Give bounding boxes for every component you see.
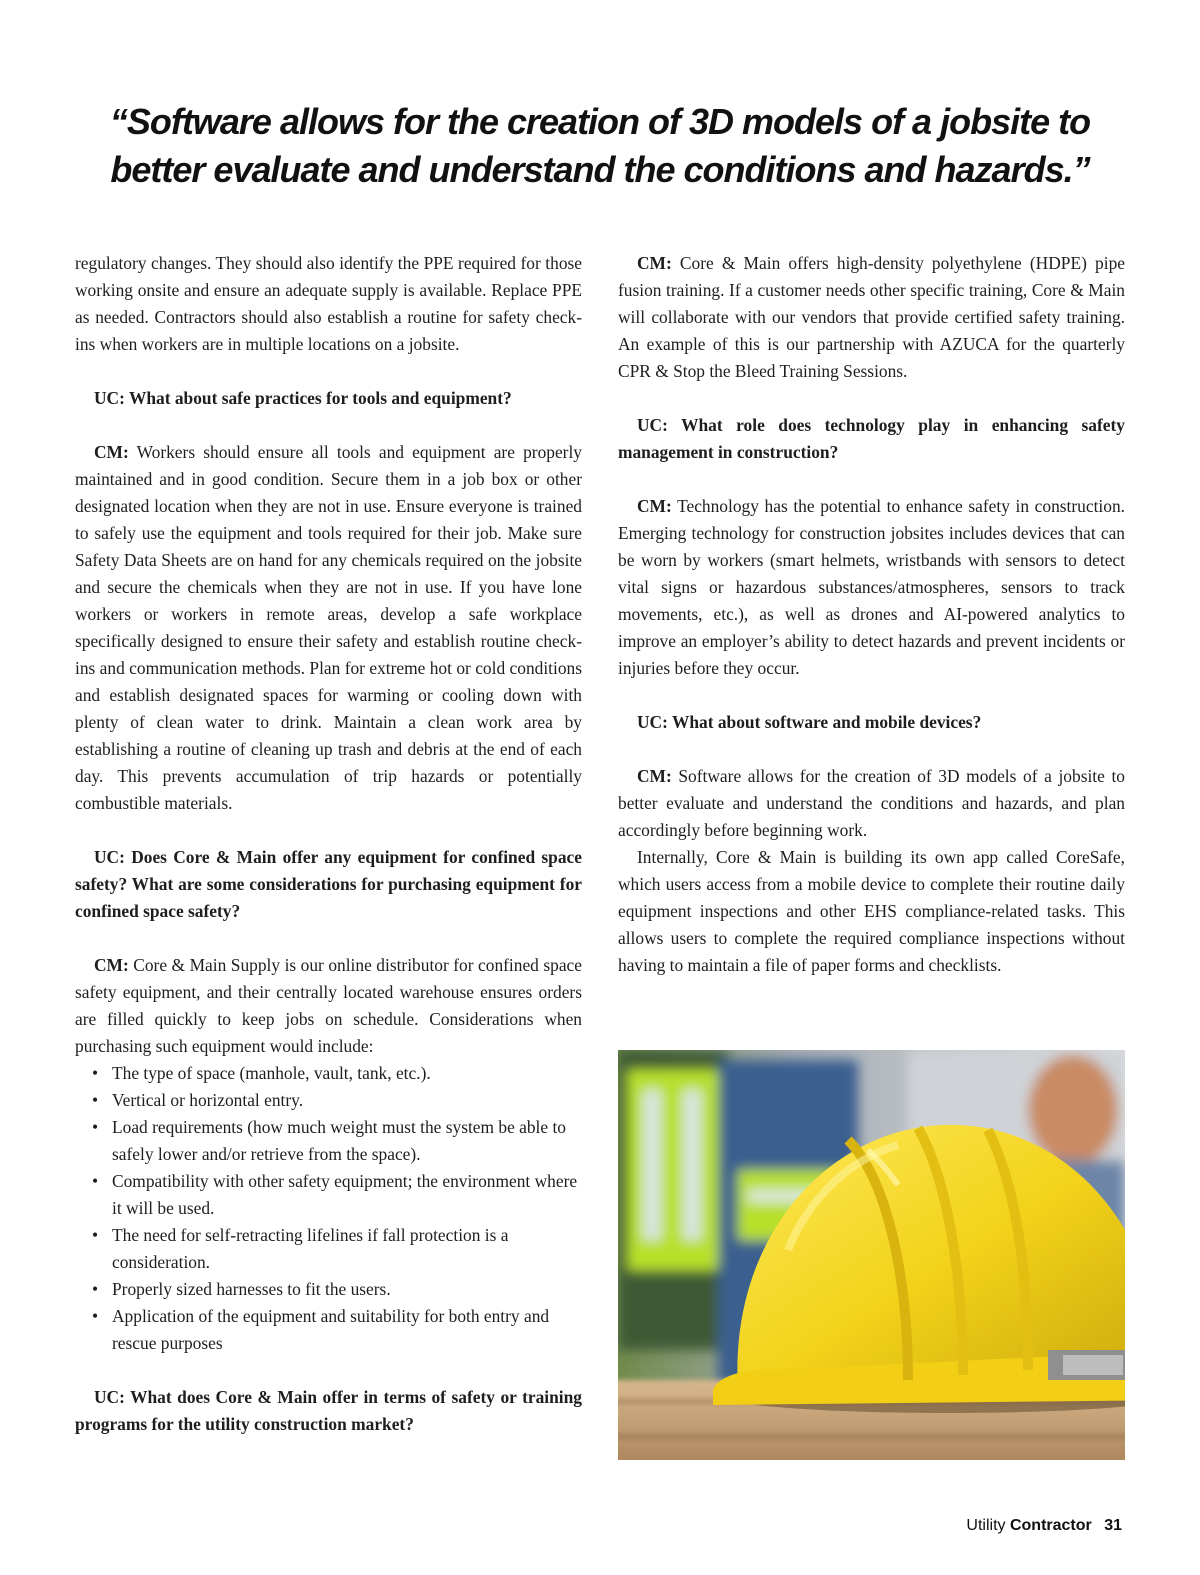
right-column <box>618 250 1125 979</box>
hard-hat-photo <box>618 1050 1125 1460</box>
bullet-icon: • <box>92 1063 99 1083</box>
answer-paragraph <box>618 250 1125 385</box>
bullet-icon: • <box>92 1306 99 1326</box>
list-item-text: Load requirements (how much weight must the system be able to safely lower and/or retrieve from the space). <box>112 1117 566 1164</box>
bullet-icon: • <box>92 1090 99 1110</box>
list-item <box>75 1222 582 1276</box>
list-item-text: The type of space (manhole, vault, tank, etc.). <box>112 1063 431 1083</box>
pull-quote: “Software allows for the creation of 3D models of a jobsite to better evaluate and understand the conditions and hazards.” <box>109 101 1091 190</box>
page-number: 31 <box>1104 1517 1122 1534</box>
list-item <box>75 1114 582 1168</box>
left-column <box>75 250 582 1438</box>
question-heading: UC: What about safe practices for tools and equipment? <box>94 388 512 408</box>
considerations-list <box>75 1060 582 1357</box>
question-heading: UC: What about software and mobile devices? <box>637 712 982 732</box>
list-item-text: Compatibility with other safety equipment; the environment where it will be used. <box>112 1171 578 1218</box>
bullet-icon: • <box>92 1117 99 1137</box>
bullet-icon: • <box>92 1171 99 1191</box>
list-item <box>75 1168 582 1222</box>
bullet-icon: • <box>92 1279 99 1299</box>
list-item <box>75 1276 582 1303</box>
answer-text: Software allows for the creation of 3D models of a jobsite to better evaluate and understand the conditions and hazards, and plan accordingly before beginning work. <box>618 766 1125 840</box>
answer-paragraph <box>618 493 1125 682</box>
paragraph: Internally, Core & Main is building its own app called CoreSafe, which users access from a mobile device to complete their routine daily equipment inspections and other EHS compliance-related tasks. This allows users to complete the required compliance inspections without having to maintain a file of paper forms and checklists. <box>618 847 1125 975</box>
list-item <box>75 1060 582 1087</box>
speaker-label: CM: <box>94 955 129 975</box>
list-item-text: The need for self-retracting lifelines if fall protection is a consideration. <box>112 1225 509 1272</box>
answer-text: Workers should ensure all tools and equipment are properly maintained and in good condition. Secure them in a job box or other designated location when they are not in use. Ensure everyone is trained to safely use the equipment and tools required for their job. Make sure Safety Data Sheets are on hand for any chemicals required on the jobsite and secure the chemicals when they are not in use. If you have lone workers or workers in remote areas, develop a safe workplace specifically designed to ensure their safety and establish routine check-ins and communication methods. Plan for extreme hot or cold conditions and establish designated spaces for warming or cooling down with plenty of clean water to drink. Maintain a clean work area by establishing a routine of cleaning up trash and debris at the end of each day. This prevents accumulation of trip hazards or potentially combustible materials. <box>75 442 582 813</box>
question-heading: UC: Does Core & Main offer any equipment for confined space safety? What are some considerations for purchasing equipment for confined space safety? <box>75 847 582 921</box>
answer-paragraph <box>75 952 582 1060</box>
publication-name-part: Utility <box>966 1517 1006 1534</box>
speaker-label: CM: <box>637 496 672 516</box>
hard-hat-illustration <box>618 1050 1125 1460</box>
list-item <box>75 1303 582 1357</box>
answer-paragraph <box>75 439 582 817</box>
speaker-label: CM: <box>94 442 129 462</box>
answer-paragraph <box>618 763 1125 844</box>
speaker-label: CM: <box>637 766 672 786</box>
list-item-text: Properly sized harnesses to fit the users. <box>112 1279 391 1299</box>
list-item <box>75 1087 582 1114</box>
speaker-label: CM: <box>637 253 672 273</box>
list-item-text: Application of the equipment and suitability for both entry and rescue purposes <box>112 1306 550 1353</box>
question-heading: UC: What role does technology play in enhancing safety management in construction? <box>618 415 1125 462</box>
paragraph: regulatory changes. They should also identify the PPE required for those working onsite and ensure an adequate supply is available. Replace PPE as needed. Contractors should also establish a routine for safety check-ins when workers are in multiple locations on a jobsite. <box>75 253 582 354</box>
question-heading: UC: What does Core & Main offer in terms of safety or training programs for the utility construction market? <box>75 1387 582 1434</box>
answer-text: Core & Main offers high-density polyethylene (HDPE) pipe fusion training. If a customer needs other specific training, Core & Main will collaborate with our vendors that provide certified safety training. An example of this is our partnership with AZUCA for the quarterly CPR & Stop the Bleed Training Sessions. <box>618 253 1125 381</box>
answer-text: Core & Main Supply is our online distributor for confined space safety equipment, and their centrally located warehouse ensures orders are filled quickly to keep jobs on schedule. Considerations when purchasing such equipment would include: <box>75 955 582 1056</box>
bullet-icon: • <box>92 1225 99 1245</box>
publication-name-bold: Contractor <box>1009 1517 1092 1534</box>
list-item-text: Vertical or horizontal entry. <box>112 1090 304 1110</box>
answer-text: Technology has the potential to enhance safety in construction. Emerging technology for construction jobsites includes devices that can be worn by workers (smart helmets, wristbands with sensors to detect vital signs or hazardous substances/atmospheres, sensors to track movements, etc.), as well as drones and AI-powered analytics to improve an employer’s ability to detect hazards and prevent incidents or injuries before they occur. <box>618 496 1125 678</box>
page-footer <box>966 1517 1122 1535</box>
